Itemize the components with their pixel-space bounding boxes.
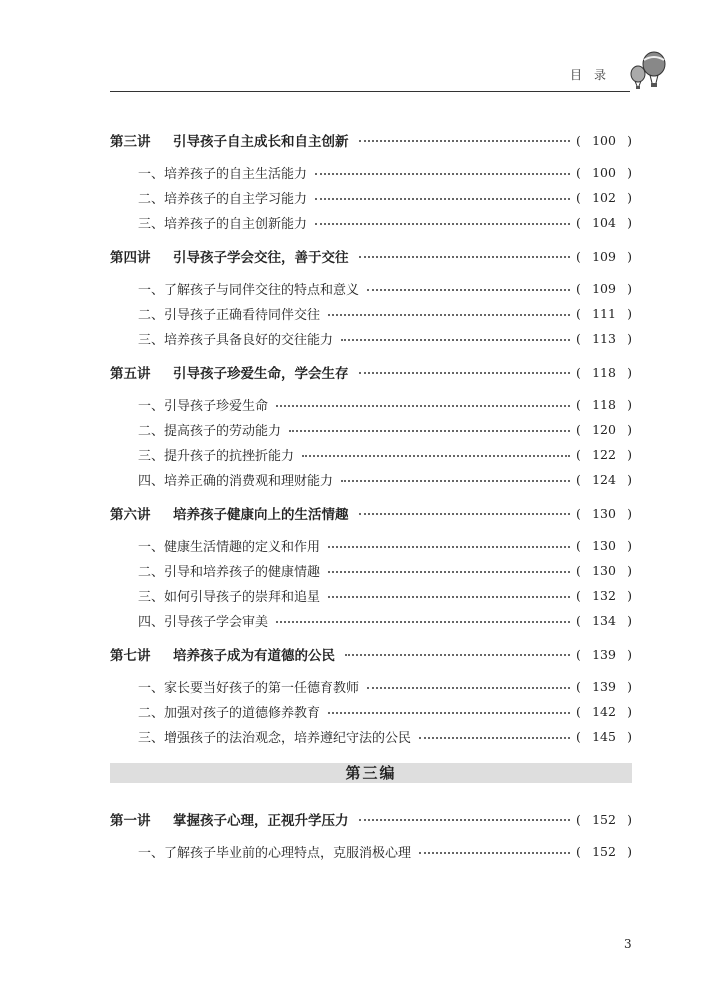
page-number-value: 130 <box>592 538 616 553</box>
toc-section-entry[interactable] <box>110 839 632 864</box>
page-reference: ( 111 ) <box>576 306 632 321</box>
page-number-value: 132 <box>592 588 616 603</box>
chapter-title: 培养孩子成为有道德的公民 <box>173 648 335 664</box>
page-reference: ( 118 ) <box>576 397 632 412</box>
section-title: 一、家长要当好孩子的第一任德育教师 <box>138 681 360 696</box>
dot-leader <box>276 621 570 623</box>
chapter-title: 掌握孩子心理，正视升学压力 <box>173 813 349 829</box>
page-reference: ( 102 ) <box>576 190 632 205</box>
page-number-value: 104 <box>592 215 616 230</box>
section-title: 三、培养孩子的自主创新能力 <box>138 217 308 232</box>
page-number-value: 152 <box>592 811 616 827</box>
dot-leader <box>315 173 570 175</box>
header-rule <box>110 91 630 92</box>
section-title: 二、引导孩子正确看待同伴交往 <box>138 308 321 323</box>
chapter-title: 引导孩子学会交往，善于交往 <box>173 250 349 266</box>
dot-leader <box>367 687 570 689</box>
dot-leader <box>345 654 570 656</box>
page-reference: ( 100 ) <box>576 132 632 148</box>
section-title: 一、健康生活情趣的定义和作用 <box>138 540 321 555</box>
page-number-value: 120 <box>592 422 616 437</box>
page-reference: ( 130 ) <box>576 505 632 521</box>
toc-section-entry[interactable] <box>110 583 632 608</box>
page-number-value: 100 <box>592 165 616 180</box>
dot-leader <box>302 455 570 457</box>
page-reference: ( 130 ) <box>576 563 632 578</box>
page-number-value: 124 <box>592 472 616 487</box>
table-of-contents <box>110 126 632 864</box>
page-number-value: 142 <box>592 704 616 719</box>
page-reference: ( 109 ) <box>576 281 632 296</box>
section-title: 二、引导和培养孩子的健康情趣 <box>138 565 321 580</box>
page-number-value: 134 <box>592 613 616 628</box>
dot-leader <box>328 571 570 573</box>
page-reference: ( 139 ) <box>576 646 632 662</box>
dot-leader <box>328 596 570 598</box>
page-number-value: 152 <box>592 844 616 859</box>
dot-leader <box>419 852 570 854</box>
toc-section-entry[interactable] <box>110 326 632 351</box>
chapter-number: 第一讲 <box>110 813 151 829</box>
section-title: 一、引导孩子珍爱生命 <box>138 399 269 414</box>
page-reference: ( 139 ) <box>576 679 632 694</box>
dot-leader <box>289 430 570 432</box>
chapter-title: 引导孩子珍爱生命，学会生存 <box>173 366 349 382</box>
dot-leader <box>315 223 570 225</box>
page-number-value: 118 <box>592 364 616 380</box>
page-reference: ( 113 ) <box>576 331 632 346</box>
page-number-value: 100 <box>592 132 616 148</box>
toc-section-entry[interactable] <box>110 699 632 724</box>
page-reference: ( 132 ) <box>576 588 632 603</box>
section-title: 二、培养孩子的自主学习能力 <box>138 192 308 207</box>
toc-chapter-entry[interactable] <box>110 126 632 154</box>
section-title: 一、了解孩子与同伴交往的特点和意义 <box>138 283 360 298</box>
toc-section-entry[interactable] <box>110 724 632 749</box>
dot-leader <box>328 314 570 316</box>
page-number-value: 139 <box>592 646 616 662</box>
page-reference: ( 100 ) <box>576 165 632 180</box>
page-number-value: 109 <box>592 248 616 264</box>
toc-section-entry[interactable] <box>110 674 632 699</box>
toc-chapter-entry[interactable] <box>110 640 632 668</box>
dot-leader <box>359 372 571 374</box>
page-number-value: 130 <box>592 563 616 578</box>
page-reference: ( 122 ) <box>576 447 632 462</box>
toc-section-entry[interactable] <box>110 533 632 558</box>
page-reference: ( 142 ) <box>576 704 632 719</box>
section-title: 二、提高孩子的劳动能力 <box>138 424 282 439</box>
page-number-value: 139 <box>592 679 616 694</box>
section-title: 三、增强孩子的法治观念，培养遵纪守法的公民 <box>138 731 412 746</box>
page-reference: ( 120 ) <box>576 422 632 437</box>
page-number-value: 113 <box>592 331 616 346</box>
toc-chapter-entry[interactable] <box>110 242 632 270</box>
section-title: 一、培养孩子的自主生活能力 <box>138 167 308 182</box>
toc-block-2 <box>110 805 632 864</box>
toc-section-entry[interactable] <box>110 160 632 185</box>
dot-leader <box>359 256 571 258</box>
dot-leader <box>359 819 571 821</box>
page-reference: ( 104 ) <box>576 215 632 230</box>
page-number-value: 130 <box>592 505 616 521</box>
toc-section-entry[interactable] <box>110 467 632 492</box>
section-title: 三、提升孩子的抗挫折能力 <box>138 449 295 464</box>
toc-section-entry[interactable] <box>110 608 632 633</box>
toc-section-entry[interactable] <box>110 558 632 583</box>
toc-block-1 <box>110 126 632 749</box>
page-number-value: 145 <box>592 729 616 744</box>
page-number-value: 122 <box>592 447 616 462</box>
toc-chapter-entry[interactable] <box>110 499 632 527</box>
chapter-number: 第六讲 <box>110 507 151 523</box>
dot-leader <box>315 198 570 200</box>
dot-leader <box>419 737 570 739</box>
dot-leader <box>359 513 571 515</box>
section-title: 四、培养正确的消费观和理财能力 <box>138 474 334 489</box>
page-number-value: 118 <box>592 397 616 412</box>
chapter-number: 第五讲 <box>110 366 151 382</box>
page-reference: ( 134 ) <box>576 613 632 628</box>
page-reference: ( 109 ) <box>576 248 632 264</box>
toc-chapter-entry[interactable] <box>110 358 632 386</box>
toc-section-entry[interactable] <box>110 301 632 326</box>
page-number-value: 111 <box>592 306 616 321</box>
page-reference: ( 145 ) <box>576 729 632 744</box>
toc-section-entry[interactable] <box>110 417 632 442</box>
dot-leader <box>341 480 570 482</box>
page-reference: ( 152 ) <box>576 844 632 859</box>
toc-section-entry[interactable] <box>110 276 632 301</box>
dot-leader <box>341 339 570 341</box>
chapter-title: 引导孩子自主成长和自主创新 <box>173 134 349 150</box>
chapter-number: 第七讲 <box>110 648 151 664</box>
running-header-title: 目录 <box>570 68 619 82</box>
chapter-number: 第三讲 <box>110 134 151 150</box>
dot-leader <box>328 712 570 714</box>
toc-section-entry[interactable] <box>110 442 632 467</box>
page-reference: ( 124 ) <box>576 472 632 487</box>
chapter-title: 培养孩子健康向上的生活情趣 <box>173 507 349 523</box>
page-number-value: 102 <box>592 190 616 205</box>
toc-section-entry[interactable] <box>110 210 632 235</box>
dot-leader <box>359 140 571 142</box>
page-reference: ( 130 ) <box>576 538 632 553</box>
page-reference: ( 152 ) <box>576 811 632 827</box>
toc-chapter-entry[interactable] <box>110 805 632 833</box>
chapter-number: 第四讲 <box>110 250 151 266</box>
part-banner: 第三编 <box>110 763 632 783</box>
page-number-value: 109 <box>592 281 616 296</box>
toc-section-entry[interactable] <box>110 185 632 210</box>
section-title: 四、引导孩子学会审美 <box>138 615 269 630</box>
hot-air-balloon-icon <box>626 50 670 90</box>
page-number: 3 <box>624 937 632 951</box>
toc-section-entry[interactable] <box>110 392 632 417</box>
dot-leader <box>367 289 570 291</box>
section-title: 三、培养孩子具备良好的交往能力 <box>138 333 334 348</box>
section-title: 二、加强对孩子的道德修养教育 <box>138 706 321 721</box>
dot-leader <box>276 405 570 407</box>
section-title: 三、如何引导孩子的崇拜和追星 <box>138 590 321 605</box>
page-reference: ( 118 ) <box>576 364 632 380</box>
dot-leader <box>328 546 570 548</box>
section-title: 一、了解孩子毕业前的心理特点，克服消极心理 <box>138 846 412 861</box>
